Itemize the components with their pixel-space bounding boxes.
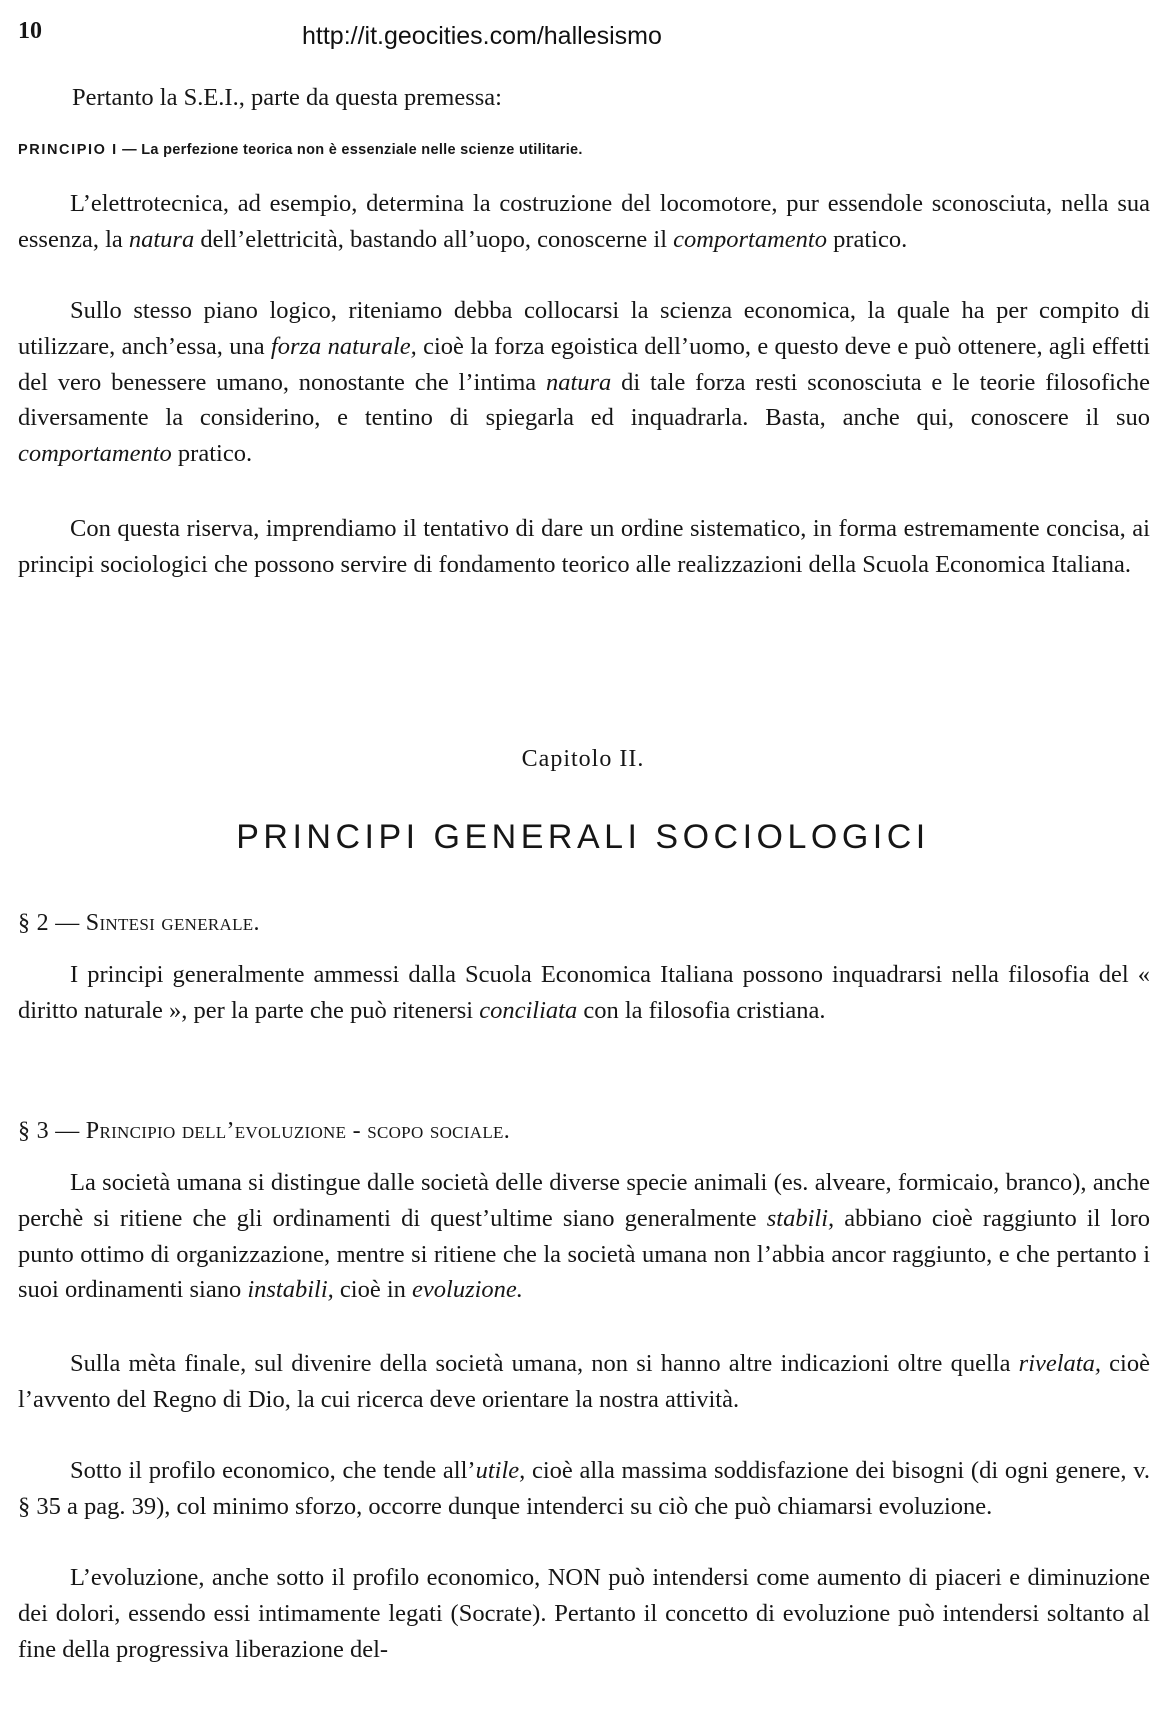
emphasis: evoluzione. — [412, 1276, 523, 1304]
emphasis: stabili, — [766, 1204, 835, 1232]
section-2-paragraph: I principi generalmente ammessi dalla Scuola Economica Italiana possono inquadrarsi nella filosofia del « diritto naturale », per la parte che può ritenersi conciliata con la filosofia cristiana. — [18, 961, 1150, 1024]
section-2-heading: § 2 — Sintesi generale. — [18, 910, 260, 936]
emphasis: natura — [545, 368, 612, 396]
paragraph-1: L’elettrotecnica, ad esempio, determina la costruzione del locomotore, pur essendole sconosciuta, nella sua essenza, la natura dell’elettricità, bastando all’uopo, conoscerne il comportamento pratico. — [18, 190, 1150, 253]
emphasis: instabili, — [247, 1276, 334, 1304]
paragraph-3: Con questa riserva, imprendiamo il tentativo di dare un ordine sistematico, in forma estremamente concisa, ai principi sociologici che possono servire di fondamento teorico alle realizzazioni della Scuola Economica Italiana. — [18, 515, 1150, 578]
emphasis: natura — [128, 225, 195, 253]
principle-text: — La perfezione teorica non è essenziale nelle scienze utilitarie. — [122, 142, 583, 158]
section-3-paragraph-1: La società umana si distingue dalle società delle diverse specie animali (es. alveare, formicaio, branco), anche perchè si ritiene che gli ordinamenti di quest’ultime siano generalmente stabili, abbiano cioè raggiunto il loro punto ottimo di organizzazione, mentre si ritiene che la società umana non l’abbia ancor raggiunto, e che pertanto i suoi ordinamenti siano instabili, cioè in evoluzione. — [18, 1169, 1150, 1304]
chapter-label: Capitolo II. — [521, 746, 645, 772]
emphasis: conciliata — [479, 996, 578, 1024]
header-url: http://it.geocities.com/hallesismo — [302, 22, 662, 50]
intro-line: Pertanto la S.E.I., parte da questa premessa: — [72, 84, 502, 111]
emphasis: utile, — [475, 1457, 526, 1484]
emphasis: rivelata, — [1018, 1350, 1101, 1377]
section-3-paragraph-4: L’evoluzione, anche sotto il profilo economico, NON può intendersi come aumento di piaceri e diminuzione dei dolori, essendo essi intimamente legati (Socrate). Pertanto il concetto di evoluzione può intendersi soltanto al fine della progressiva liberazione del- — [18, 1564, 1150, 1663]
section-3-heading: § 3 — Principio dell’evoluzione - scopo sociale. — [18, 1118, 510, 1144]
page-number: 10 — [18, 18, 42, 44]
section-3-paragraph-2: Sulla mèta finale, sul divenire della società umana, non si hanno altre indicazioni oltre quella rivelata, cioè l’avvento del Regno di Dio, la cui ricerca deve orientare la nostra attività. — [18, 1350, 1150, 1413]
principle-statement — [18, 142, 583, 158]
emphasis: comportamento — [673, 225, 827, 253]
emphasis: forza naturale, — [270, 332, 417, 360]
principle-tag: PRINCIPIO I — [18, 142, 118, 158]
chapter-title: PRINCIPI GENERALI SOCIOLOGICI — [236, 818, 930, 856]
emphasis: comportamento — [18, 440, 172, 468]
section-3-paragraph-3: Sotto il profilo economico, che tende all’utile, cioè alla massima soddisfazione dei bisogni (di ogni genere, v. § 35 a pag. 39), col minimo sforzo, occorre dunque intenderci su ciò che può chiamarsi evoluzione. — [18, 1457, 1150, 1520]
paragraph-2: Sullo stesso piano logico, riteniamo debba collocarsi la scienza economica, la quale ha per compito di utilizzare, anch’essa, una forza naturale, cioè la forza egoistica dell’uomo, e questo deve e può ottenere, agli effetti del vero benessere umano, nonostante che l’intima natura di tale forza resti sconosciuta e le teorie filosofiche diversamente la considerino, e tentino di spiegarla ed inquadrarla. Basta, anche qui, conoscere il suo comportamento pratico. — [18, 297, 1151, 468]
